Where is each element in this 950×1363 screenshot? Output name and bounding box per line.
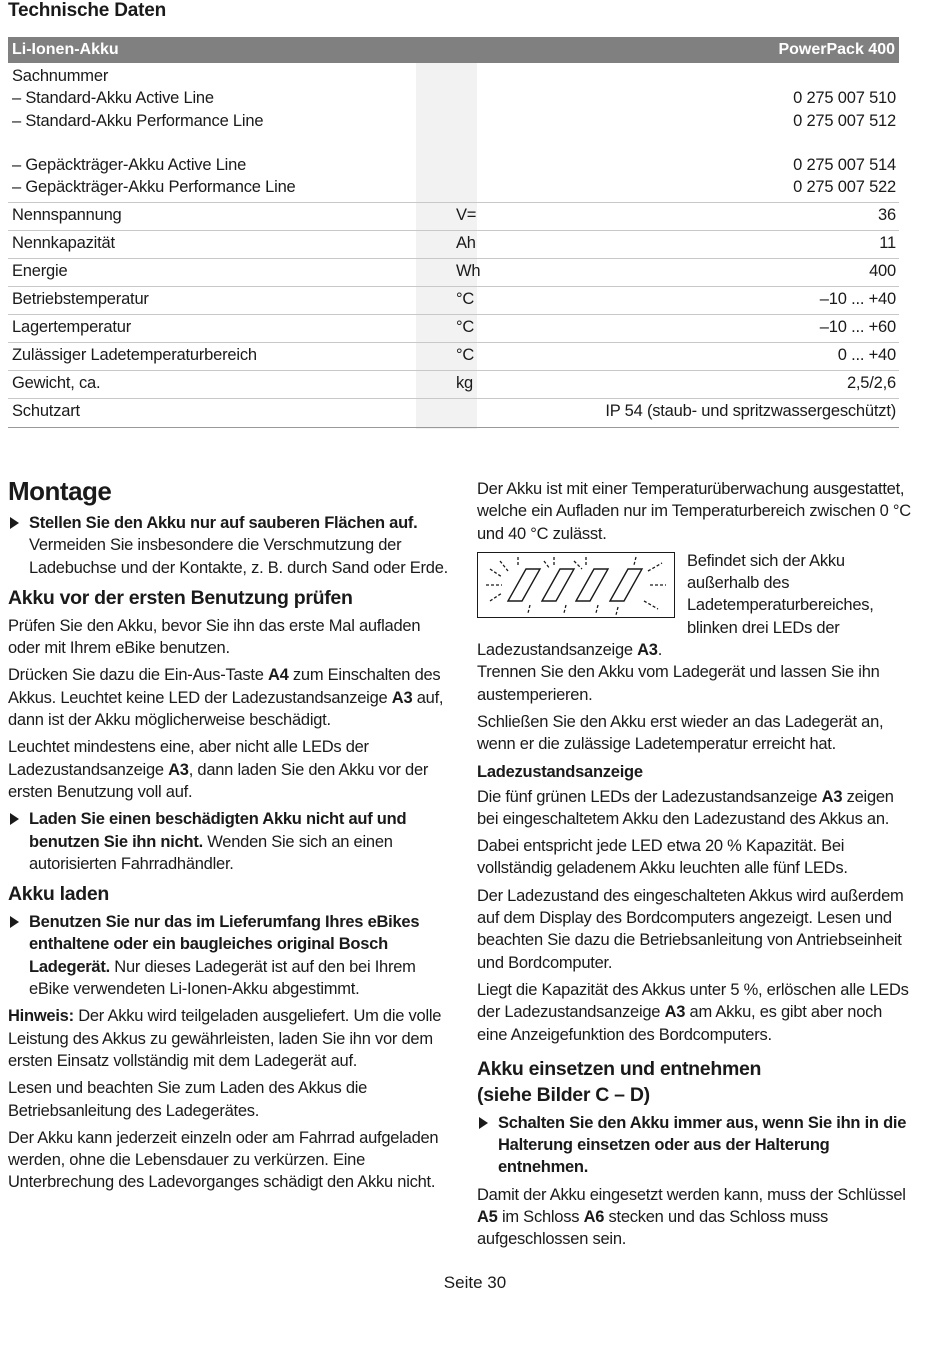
spec-value: 0 275 007 512: [793, 112, 896, 130]
spec-unit: Wh: [456, 262, 481, 280]
paragraph: [477, 1184, 913, 1251]
left-column: [8, 476, 450, 1199]
spec-label: – Gepäckträger-Akku Active Line: [12, 156, 247, 174]
paragraph: Der Akku ist mit einer Temperaturüberwachung ausgestattet, welche ein Aufladen nur im Temperaturbereich zwischen 0 °C und 40 °C zulässt.: [477, 480, 911, 543]
safety-bullet: [8, 512, 450, 579]
text: , dann laden Sie den Akku vor der ersten Benutzung voll auf.: [8, 760, 429, 801]
text: stecken und das Schloss muss aufgeschlossen sein.: [477, 1208, 829, 1249]
spec-header-right: PowerPack 400: [778, 41, 895, 58]
spec-label: Zulässiger Ladetemperaturbereich: [12, 346, 257, 364]
paragraph: [477, 979, 913, 1046]
table-bottom-rule: [8, 427, 899, 428]
spec-unit: Ah: [456, 234, 476, 252]
spec-value: 36: [878, 206, 896, 224]
spec-label: Nennkapazität: [12, 234, 115, 252]
ref-label: A3: [391, 688, 413, 707]
spec-label: Energie: [12, 262, 68, 280]
spec-value: 400: [869, 262, 896, 280]
ref-label: A5: [477, 1208, 498, 1227]
text: zeigen bei eingeschaltetem Akku den Ladezustand des Akkus an.: [477, 787, 894, 828]
paragraph: [477, 786, 913, 831]
ref-label: A4: [267, 666, 289, 685]
led-blink-illustration: [477, 552, 675, 618]
spec-value: 2,5/2,6: [846, 374, 896, 392]
spec-value: –10 ... +40: [819, 290, 896, 308]
bullet-arrow-icon: [10, 916, 19, 928]
spec-table-header: [8, 37, 899, 63]
row-divider: [8, 370, 899, 371]
safety-bullet: [477, 1112, 913, 1179]
spec-unit: kg: [456, 374, 474, 392]
spec-unit: °C: [456, 318, 475, 336]
row-divider: [8, 230, 899, 231]
text: Liegt die Kapazität des Akkus unter 5 %, erlöschen alle LEDs der Ladezustandsanzeige: [477, 980, 909, 1022]
insert-heading-line: (siehe Bilder C – D): [477, 1083, 650, 1106]
spec-label: – Standard-Akku Active Line: [12, 89, 214, 107]
spec-value: 0 275 007 514: [793, 156, 896, 174]
blinking-leds-icon: [478, 553, 674, 617]
spec-value: 0 ... +40: [837, 346, 896, 364]
bullet-arrow-icon: [479, 1117, 488, 1129]
paragraph: Dabei entspricht jede LED etwa 20 % Kapazität. Bei vollständig geladenem Akku leuchten alle fünf LEDs.: [477, 837, 848, 878]
spec-label: Schutzart: [12, 402, 80, 420]
text: Befindet sich der Akku außerhalb des Ladetemperaturbereiches, blinken drei LEDs der Ladezustandsanzeige: [477, 551, 874, 660]
paragraph: [8, 736, 450, 803]
paragraph: Trennen Sie den Akku vom Ladegerät und lassen Sie ihn austemperieren.: [477, 663, 880, 704]
safety-bullet: [8, 808, 450, 875]
check-heading: Akku vor der ersten Benutzung prüfen: [8, 586, 353, 609]
row-divider: [8, 314, 899, 315]
spec-label: Betriebstemperatur: [12, 290, 149, 308]
spec-value: 0 275 007 522: [793, 178, 896, 196]
page-number: Seite 30: [443, 1273, 507, 1292]
text: auf, dann ist der Akku möglicherweise beschädigt.: [8, 688, 444, 730]
text: zum Einschalten des Akkus. Leuchtet keine LED der Ladezustandsanzeige: [8, 666, 441, 707]
spec-value: IP 54 (staub- und spritzwassergeschützt): [605, 402, 896, 420]
ref-label: A6: [583, 1208, 605, 1227]
insert-heading-line: Akku einsetzen und entnehmen: [477, 1057, 762, 1080]
paragraph: Der Ladezustand des eingeschalteten Akkus wird außerdem auf dem Display des Bordcomputers angezeigt. Lesen und beachten Sie dazu die Betriebsanleitung von Antriebseinheit und Bordcomputer.: [477, 886, 904, 972]
text: Leuchtet mindestens eine, aber nicht alle LEDs der Ladezustandsanzeige: [8, 738, 369, 779]
text: im Schloss: [501, 1208, 580, 1227]
paragraph: Der Akku kann jederzeit einzeln oder am Fahrrad aufgeladen werden, ohne die Lebensdauer zu verkürzen. Eine Unterbrechung des Ladevorganges schädigt den Akku nicht.: [8, 1128, 439, 1192]
paragraph: [8, 664, 450, 731]
bullet-text: Nur dieses Ladegerät ist auf den bei Ihrem eBike verwendeten Li-Ionen-Akku abgestimmt.: [29, 957, 416, 999]
bullet-text: Wenden Sie sich an einen autorisierten Fahrradhändler.: [29, 832, 393, 873]
bullet-text: Vermeiden Sie insbesondere die Verschmutzung der Ladebuchse und der Kontakte, z. B. durch Sand oder Erde.: [29, 536, 448, 577]
spec-label: Lagertemperatur: [12, 318, 131, 336]
spec-value: –10 ... +60: [819, 318, 896, 336]
ref-label: A3: [168, 760, 189, 779]
spec-unit: °C: [456, 290, 475, 308]
ref-label: A3: [821, 787, 843, 806]
montage-heading: Montage: [8, 476, 112, 506]
text: Der Akku wird teilgeladen ausgeliefert. Um die volle Leistung des Akkus zu gewährleisten, laden Sie ihn vor dem ersten Einsatz vollständig mit dem Ladegerät auf.: [8, 1007, 442, 1070]
ref-label: A3: [637, 641, 658, 660]
row-divider: [8, 398, 899, 399]
bullet-arrow-icon: [10, 813, 19, 825]
text: am Akku, es gibt aber noch eine Anzeigefunktion des Bordcomputers.: [477, 1003, 883, 1044]
spec-header-left: Li-Ionen-Akku: [12, 41, 119, 58]
spec-label: – Gepäckträger-Akku Performance Line: [12, 178, 296, 196]
paragraph: Prüfen Sie den Akku, bevor Sie ihn das erste Mal aufladen oder mit Ihrem eBike benutzen.: [8, 616, 421, 658]
row-divider: [8, 202, 899, 203]
spec-value: 11: [879, 234, 896, 252]
right-column: [477, 478, 913, 1256]
charge-heading: Akku laden: [8, 883, 110, 906]
led-paragraph: [477, 550, 913, 661]
paragraph: Schließen Sie den Akku erst wieder an das Ladegerät an, wenn er die zulässige Ladetemperatur erreicht hat.: [477, 712, 884, 754]
note-paragraph: [8, 1005, 450, 1072]
spec-label: Sachnummer: [12, 67, 109, 85]
bullet-arrow-icon: [10, 517, 19, 529]
paragraph: Lesen und beachten Sie zum Laden des Akkus die Betriebsanleitung des Ladegerätes.: [8, 1079, 368, 1120]
spec-unit: V=: [456, 206, 477, 224]
text: .: [657, 641, 663, 660]
note-label: Hinweis:: [8, 1007, 74, 1026]
spec-label: Nennspannung: [12, 206, 122, 224]
insert-heading: [477, 1056, 913, 1108]
text: Drücken Sie dazu die Ein-Aus-Taste: [8, 666, 264, 685]
spec-label: Gewicht, ca.: [12, 374, 101, 392]
spec-label: – Standard-Akku Performance Line: [12, 112, 264, 130]
spec-table: [8, 37, 899, 429]
row-divider: [8, 258, 899, 259]
text: Die fünf grünen LEDs der Ladezustandsanzeige: [477, 787, 818, 806]
section-title: Technische Daten: [8, 0, 166, 21]
spec-value: 0 275 007 510: [793, 89, 896, 107]
safety-bullet: [8, 911, 450, 1000]
bullet-bold: Benutzen Sie nur das im Lieferumfang Ihres eBikes enthaltene oder ein baugleiches original Bosch Ladegerät.: [29, 913, 420, 976]
bullet-bold: Schalten Sie den Akku immer aus, wenn Sie ihn in die Halterung einsetzen oder aus der Halterung entnehmen.: [498, 1113, 907, 1177]
bullet-bold: Stellen Sie den Akku nur auf sauberen Flächen auf.: [29, 514, 418, 532]
text: Damit der Akku eingesetzt werden kann, muss der Schlüssel: [477, 1185, 906, 1204]
row-divider: [8, 286, 899, 287]
state-heading: Ladezustandsanzeige: [477, 762, 643, 781]
spec-unit: °C: [456, 346, 475, 364]
bullet-bold: Laden Sie einen beschädigten Akku nicht auf und benutzen Sie ihn nicht.: [29, 810, 407, 851]
row-divider: [8, 342, 899, 343]
ref-label: A3: [664, 1003, 686, 1022]
